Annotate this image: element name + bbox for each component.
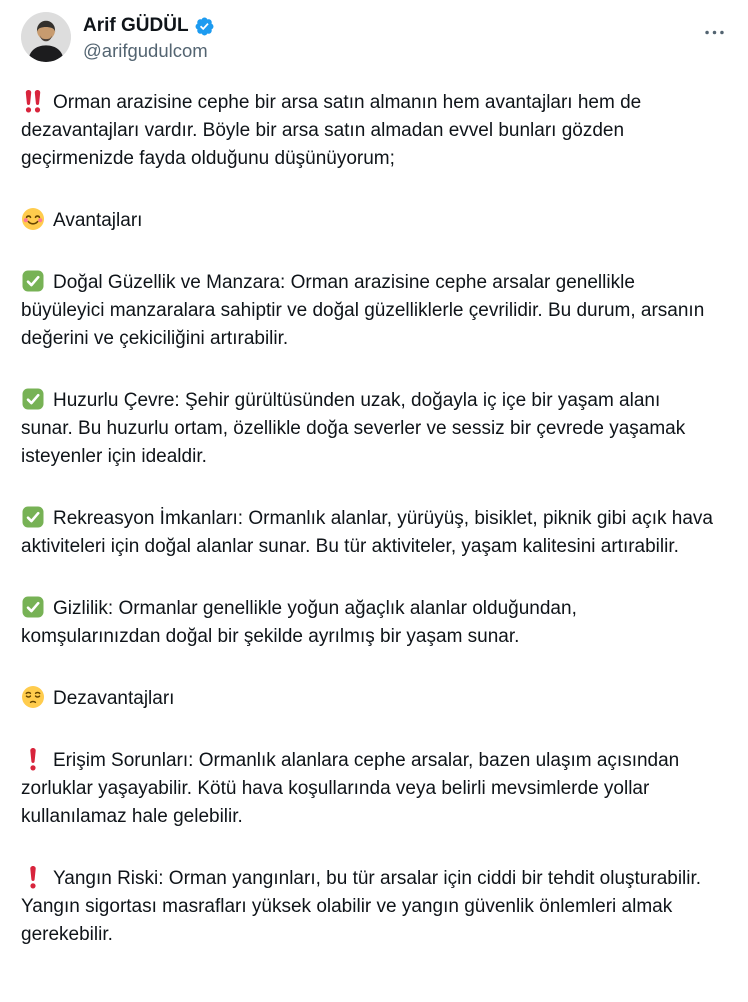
- paragraph-text: Rekreasyon İmkanları: Ormanlık alanlar, yürüyüş, bisiklet, piknik gibi açık hava aktiviteleri için doğal alanlar sunar. Bu tür aktiviteler, yaşam kalitesini artırabilir.: [21, 508, 713, 557]
- paragraph-text: Gizlilik: Ormanlar genellikle yoğun ağaçlık alanlar olduğundan, komşularınızdan doğal bir şekilde ayrılmış bir yaşam sunar.: [21, 598, 577, 647]
- tweet-paragraph: [21, 865, 717, 949]
- avatar[interactable]: [21, 12, 71, 62]
- paragraph-text: Doğal Güzellik ve Manzara: Orman arazisine cephe arsalar genellikle büyüleyici manzaralara sahiptir ve doğal güzelliklerle çevrilidir. Bu durum, arsanın değerini ve çekiciliğini artırabilir.: [21, 272, 705, 349]
- display-name-row: [83, 14, 215, 38]
- pensive-face-emoji: [21, 685, 45, 709]
- profile-photo-icon: [21, 12, 71, 62]
- tweet-paragraph: [21, 89, 717, 173]
- exclamation-emoji: [21, 747, 45, 771]
- exclamation-emoji: [21, 865, 45, 889]
- smiling-face-emoji: [21, 207, 45, 231]
- tweet-paragraph: [21, 505, 717, 561]
- user-handle[interactable]: @arifgudulcom: [83, 40, 208, 61]
- tweet-paragraph: [21, 747, 717, 831]
- check-mark-emoji: [21, 269, 45, 293]
- tweet-header: [21, 12, 727, 63]
- tweet-paragraph-heading: [21, 685, 717, 713]
- paragraph-text: Orman arazisine cephe bir arsa satın almanın hem avantajları hem de dezavantajları vardır. Böyle bir arsa satın almadan evvel bunları gözden geçirmenizde fayda olduğunu düşünüyorum;: [21, 92, 642, 169]
- verified-badge-icon: [194, 16, 215, 37]
- check-mark-emoji: [21, 505, 45, 529]
- tweet-paragraph: [21, 387, 717, 471]
- check-mark-emoji: [21, 387, 45, 411]
- more-button[interactable]: [698, 16, 731, 49]
- user-identity: [83, 12, 215, 63]
- paragraph-text: Huzurlu Çevre: Şehir gürültüsünden uzak, doğayla iç içe bir yaşam alanı sunar. Bu huzurlu ortam, özellikle doğa severler ve sessiz bir çevrede yaşamak isteyenler için idealdir.: [21, 390, 686, 467]
- double-exclamation-emoji: [21, 89, 45, 113]
- tweet-paragraph: [21, 595, 717, 651]
- paragraph-text: Avantajları: [53, 210, 143, 231]
- paragraph-text: Erişim Sorunları: Ormanlık alanlara cephe arsalar, bazen ulaşım açısından zorluklar yaşayabilir. Kötü hava koşullarında veya belirli mevsimlerde yollar kullanılamaz hale gelebilir.: [21, 750, 680, 827]
- check-mark-emoji: [21, 595, 45, 619]
- paragraph-text: Yangın Riski: Orman yangınları, bu tür arsalar için ciddi bir tehdit oluşturabilir. Yangın sigortası masrafları yüksek olabilir ve yangın güvenlik önlemleri almak gerekebilir.: [21, 868, 702, 945]
- tweet-text: [21, 89, 717, 949]
- tweet-paragraph: [21, 269, 717, 353]
- ellipsis-icon: [704, 22, 725, 43]
- tweet-paragraph-heading: [21, 207, 717, 235]
- paragraph-text: Dezavantajları: [53, 688, 175, 709]
- display-name[interactable]: Arif GÜDÜL: [83, 15, 189, 36]
